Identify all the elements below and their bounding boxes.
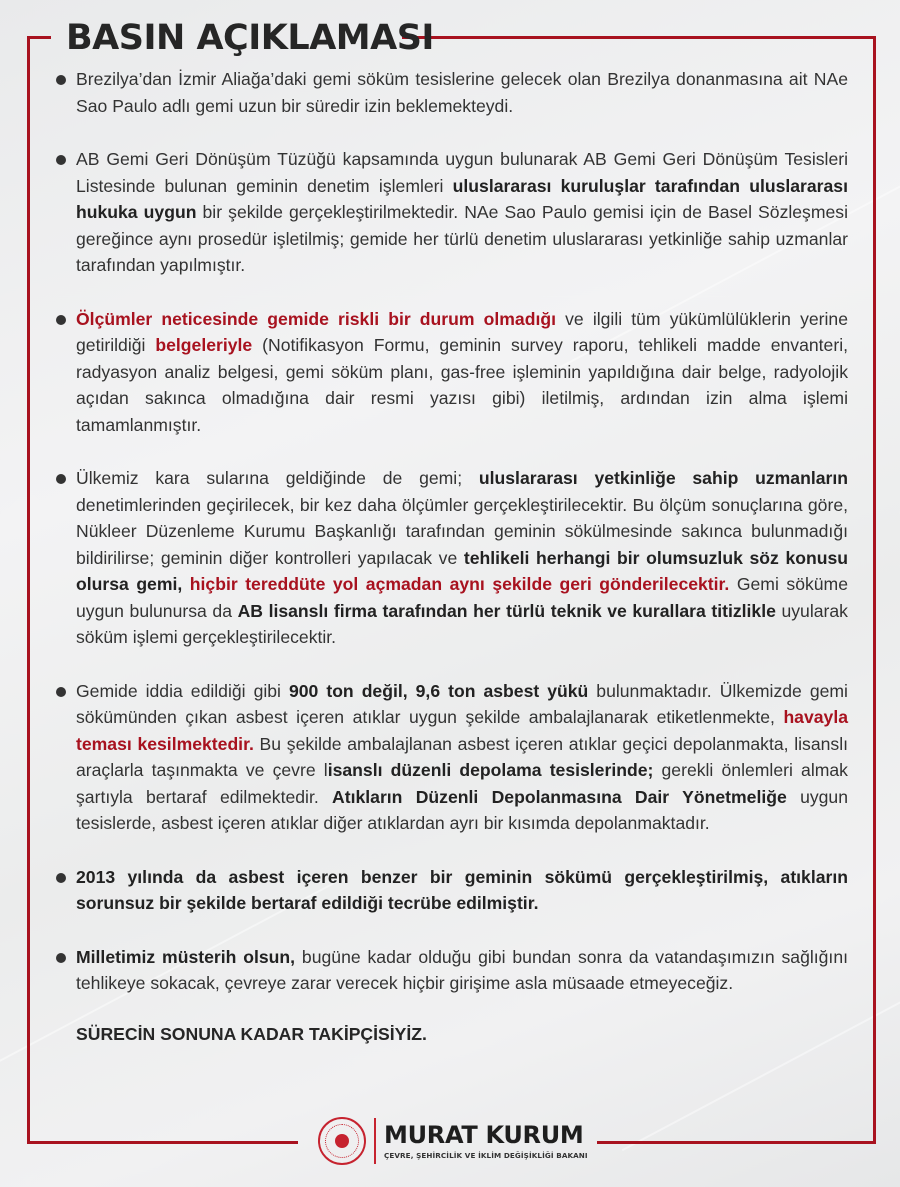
frame-bottom-right xyxy=(597,1141,876,1144)
highlight-text: hiçbir tereddüte yol açmadan aynı şekilde geri gönderilecektir. xyxy=(182,574,730,594)
body-text: bulunmaktadır. Ülkemizde gemi sökümünden çıkan asbest içeren atıklar uygun şekilde ambalajlanarak etiketlenmekte, xyxy=(76,680,848,727)
closing-statement: SÜRECİN SONUNA KADAR TAKİPÇİSİYİZ. xyxy=(76,1023,427,1044)
body-text: Brezilya’dan İzmir Aliağa’daki gemi söküm tesislerine gelecek olan Brezilya donanmasına ait NAe Sao Paulo adlı gemi uzun bir süredir izin beklemekteydi. xyxy=(76,69,848,116)
body-text: denetimlerinden geçirilecek, bir kez daha ölçümler gerçekleştirilecektir. Bu ölçüm sonuçlarına göre, Nükleer Düzenleme Kurumu Başkanlığı tarafından geminin sökülmesinde sakınca bulunmadığı bildirilirse; geminin diğer kontrolleri yapılacak ve xyxy=(76,494,848,568)
body-text: bugüne kadar olduğu gibi bundan sonra da vatandaşımızın sağlığını tehlikeye sokacak, çevreye zarar verecek hiçbir girişime asla müsaade etmeyeceğiz. xyxy=(76,946,848,993)
body-text: AB Gemi Geri Dönüşüm Tüzüğü kapsamında uygun bulunarak AB Gemi Geri Dönüşüm Tesisleri Listesinde bulunan geminin denetim işlemleri xyxy=(76,149,848,196)
bold-text: Atıkların Düzenli Depolanmasına Dair Yönetmeliğe xyxy=(332,786,787,807)
bullet-item xyxy=(50,678,848,837)
bullet-dot-icon xyxy=(56,687,66,697)
frame-top-right xyxy=(402,36,876,39)
signature-divider xyxy=(374,1118,376,1164)
ministry-emblem-icon xyxy=(318,1117,366,1165)
body-text: Gemide iddia edildiği gibi xyxy=(76,680,289,701)
bullet-item xyxy=(50,465,848,651)
bold-text: AB lisanslı firma tarafından her türlü teknik ve kurallara titizlikle xyxy=(237,600,776,621)
bold-text: 2013 yılında da asbest içeren benzer bir geminin sökümü gerçekleştirilmiş, atıkların sorunsuz bir şekilde bertaraf edildiği tecrübe edilmiştir. xyxy=(76,866,848,913)
signatory-role: ÇEVRE, ŞEHİRCİLİK VE İKLİM DEĞİŞİKLİĞİ BAKANI xyxy=(384,1151,588,1160)
bold-text: tehlikeli herhangi bir olumsuzluk söz konusu olursa gemi, xyxy=(76,547,849,594)
body-text: Gemi söküme uygun bulunursa da xyxy=(76,574,848,621)
body-text: gerekli önlemleri almak şartıyla bertaraf edilmektedir. xyxy=(76,760,848,807)
bullet-item xyxy=(50,306,848,439)
bullet-dot-icon xyxy=(56,873,66,883)
body-text: uyularak söküm işlemi gerçekleştirilecektir. xyxy=(76,600,848,647)
bold-text: Milletimiz müsterih olsun, xyxy=(76,946,296,967)
frame-top-left xyxy=(27,36,51,39)
bullet-dot-icon xyxy=(56,315,66,325)
body-text: ve ilgili tüm yükümlülüklerin yerine getirildiği xyxy=(76,308,848,355)
highlight-text: belgeleriyle xyxy=(155,335,253,355)
bullet-item xyxy=(50,864,848,917)
highlight-text: Ölçümler neticesinde gemide riskli bir durum olmadığı xyxy=(76,308,556,329)
bullet-dot-icon xyxy=(56,155,66,165)
bold-text: uluslararası kuruluşlar tarafından uluslararası hukuka uygun xyxy=(76,175,848,222)
body-text: Bu şekilde ambalajlanan asbest içeren atıklar geçici depolanmakta, lisanslı araçlarla taşınmakta ve çevre l xyxy=(76,733,848,780)
body-text: (Notifikasyon Formu, geminin survey raporu, tehlikeli madde envanteri, radyasyon analiz belgesi, gemi söküm planı, gas-free işleminin yapıldığına dair belge, radyolojik açıdan sakınca olmadığına dair resmi yazısı gibi) iletilmiş, ardından izin alma işlemi tamamlanmıştır. xyxy=(76,335,848,435)
highlight-text: havayla teması kesilmektedir. xyxy=(76,707,848,754)
bullet-item xyxy=(50,66,848,119)
frame-bottom-left xyxy=(27,1141,298,1144)
body-text: uygun tesislerde, asbest içeren atıklar diğer atıklardan ayrı bir kısımda depolanmaktadır. xyxy=(76,786,849,833)
bullet-dot-icon xyxy=(56,75,66,85)
bold-text: isanslı düzenli depolama tesislerinde; xyxy=(327,760,654,780)
signature-block xyxy=(318,1115,588,1167)
frame-left xyxy=(27,36,30,1144)
frame-right xyxy=(873,36,876,1144)
page-title: BASIN AÇIKLAMASI xyxy=(66,18,434,58)
body-text: Ülkemiz kara sularına geldiğinde de gemi; xyxy=(76,468,479,488)
bullet-dot-icon xyxy=(56,953,66,963)
body-text: bir şekilde gerçekleştirilmektedir. NAe Sao Paulo gemisi için de Basel Sözleşmesi gereğince aynı prosedür işletilmiş; gemide her türlü denetim uluslararası yetkinliğe sahip uzmanlar tarafından yapılmıştır. xyxy=(76,202,848,275)
signatory-name: MURAT KURUM xyxy=(384,1121,584,1149)
statement-body xyxy=(50,66,848,1045)
bullet-item xyxy=(50,944,848,997)
bullet-dot-icon xyxy=(56,474,66,484)
bold-text: uluslararası yetkinliğe sahip uzmanların xyxy=(478,468,848,488)
bold-text: 900 ton değil, 9,6 ton asbest yükü xyxy=(288,680,589,701)
bullet-item xyxy=(50,146,848,279)
